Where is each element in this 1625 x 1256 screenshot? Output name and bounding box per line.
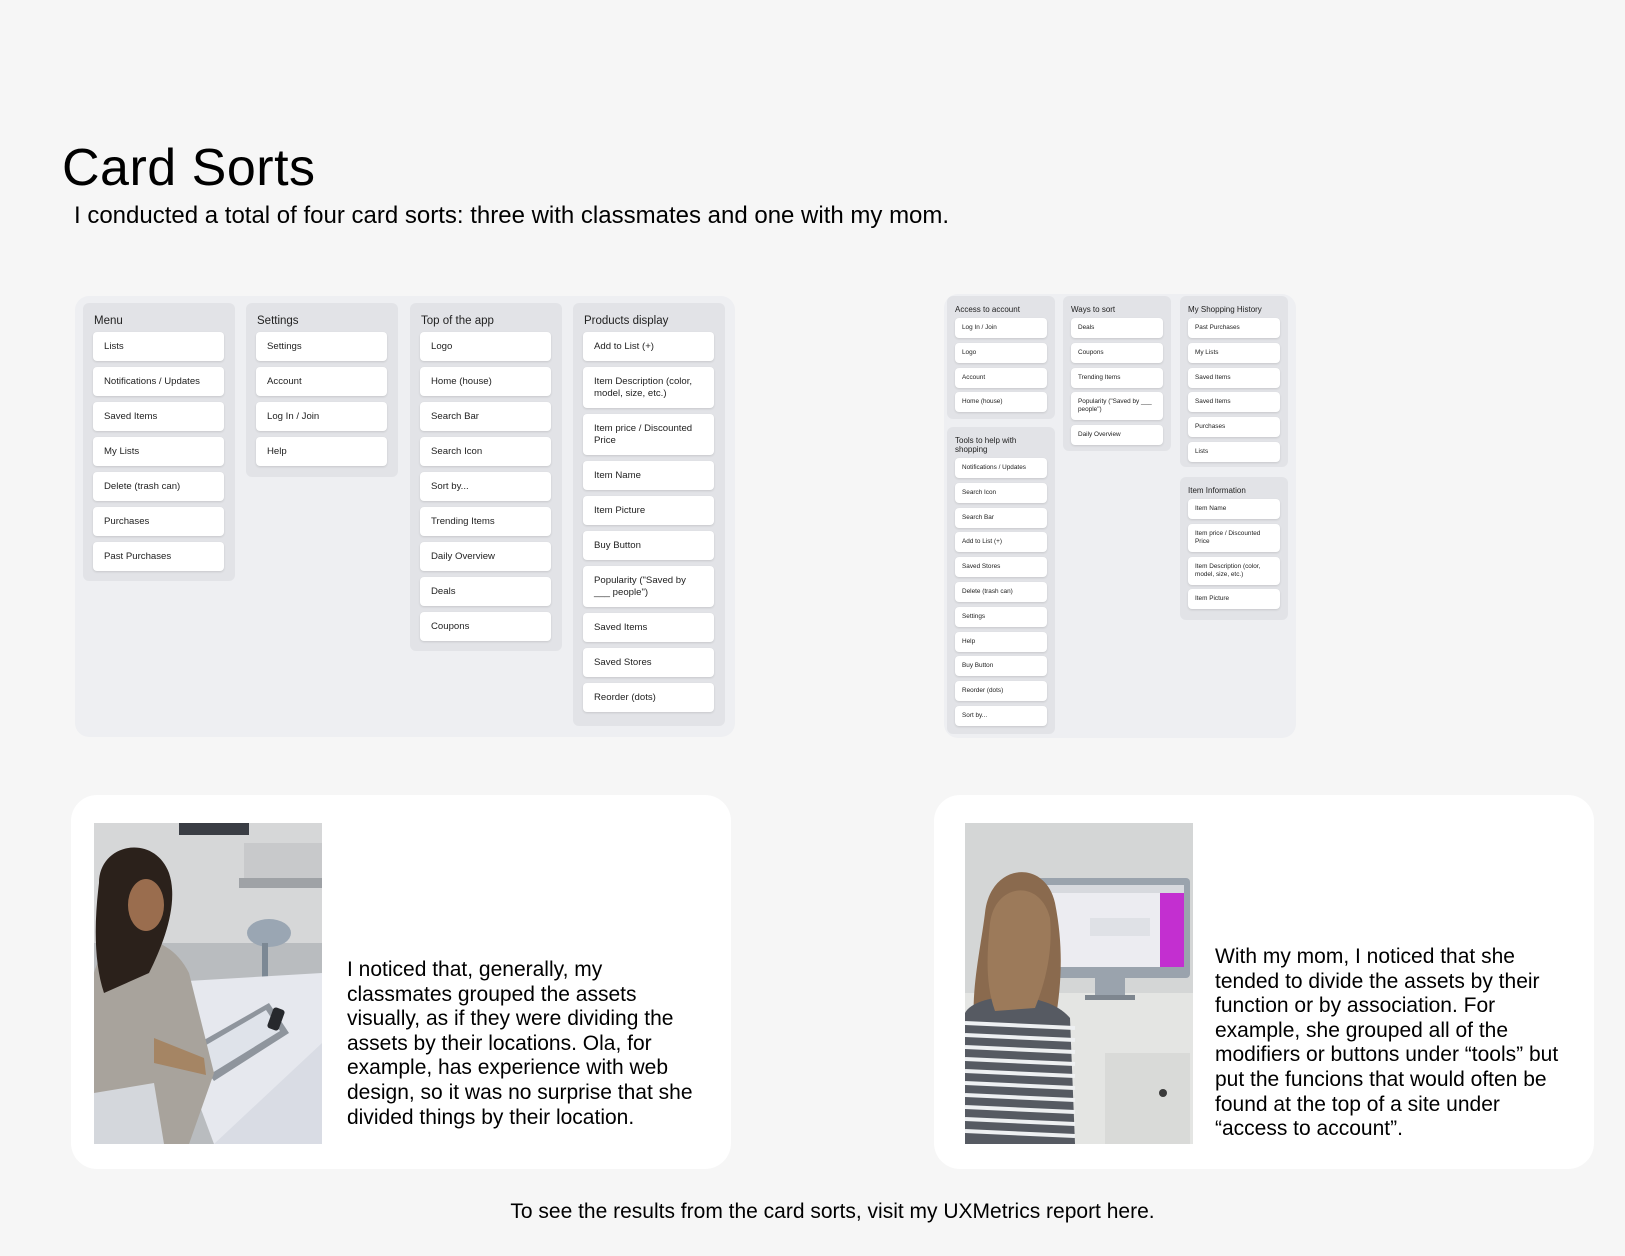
mom-observation: With my mom, I noticed that she tended to divide the assets by their function or by association. For example, she grouped all of the modifiers or buttons under “tools” but put the funcions that would often be found at the top of a site under “access to account”. [1215,945,1559,1141]
classmates-panel [71,795,731,1169]
column-header: My Shopping History [1188,305,1262,314]
sort-card: Notifications / Updates [955,458,1047,478]
sort-card: Sort by... [420,472,551,501]
sort-card: Saved Stores [583,648,714,677]
mom-photo [965,823,1193,1144]
page-title: Card Sorts [62,139,316,197]
sort-card: Logo [955,343,1047,363]
sort-card: Search Icon [955,483,1047,503]
sort-card: Popularity ("Saved by ___ people") [583,566,714,607]
sort-card: Buy Button [583,531,714,560]
classmate-photo-illustration [94,823,322,1144]
column-header: Ways to sort [1071,305,1116,314]
sort-card: Log In / Join [256,402,387,431]
sort-card: Settings [955,607,1047,627]
sort-card: Item price / Discounted Price [583,414,714,455]
sort-column-access-to-account [947,296,1055,419]
column-header: Top of the app [421,315,494,327]
sort-card: Deals [420,577,551,606]
sort-card: Daily Overview [1071,425,1163,445]
sort-card: Saved Items [583,613,714,642]
sort-column-tools [947,427,1055,734]
sort-card: Item Picture [1188,589,1280,609]
sort-card: Saved Items [1188,392,1280,412]
sort-column-menu [83,303,235,581]
sort-column-products-display [573,303,725,726]
sort-card: Buy Button [955,656,1047,676]
sort-card: Saved Items [93,402,224,431]
sort-card: Lists [1188,442,1280,462]
report-link-text[interactable]: To see the results from the card sorts, visit my UXMetrics report here. [510,1200,1155,1223]
sort-card: Purchases [1188,417,1280,437]
sort-card: Add to List (+) [583,332,714,361]
sort-card: Add to List (+) [955,532,1047,552]
sort-card: Item Name [583,461,714,490]
sort-card: Reorder (dots) [583,683,714,712]
sort-card: My Lists [1188,343,1280,363]
sort-card: Help [955,632,1047,652]
sort-card: Coupons [1071,343,1163,363]
sort-card: Delete (trash can) [955,582,1047,602]
sort-card: Home (house) [955,392,1047,412]
sort-card: Lists [93,332,224,361]
sort-card: Saved Stores [955,557,1047,577]
classmates-observation: I noticed that, generally, my classmates grouped the assets visually, as if they were dividing the assets by their locations. Ola, for example, has experience with web design, so it was no surprise that she divided things by their location. [347,958,693,1129]
classmate-photo [94,823,322,1144]
sort-card: Search Icon [420,437,551,466]
mom-panel [934,795,1594,1169]
sort-card: Coupons [420,612,551,641]
sort-card: My Lists [93,437,224,466]
sort-column-shopping-history [1180,296,1288,467]
card-sort-board-mom [944,294,1296,738]
mom-photo-illustration [965,823,1193,1144]
sort-card: Item price / Discounted Price [1188,524,1280,552]
sort-card: Past Purchases [1188,318,1280,338]
column-header: Tools to help with shopping [955,436,1017,455]
sort-card: Delete (trash can) [93,472,224,501]
sort-card: Help [256,437,387,466]
column-header: Products display [584,315,669,327]
page-subtitle: I conducted a total of four card sorts: three with classmates and one with my mom. [74,202,950,229]
column-header: Item Information [1188,486,1246,495]
sort-column-settings [246,303,398,477]
sort-card: Saved Items [1188,368,1280,388]
sort-card: Account [256,367,387,396]
card-sort-board-classmates [75,296,735,737]
sort-column-top-of-app [410,303,562,651]
sort-card: Item Description (color, model, size, etc.) [583,367,714,408]
sort-card: Item Description (color, model, size, etc.) [1188,557,1280,585]
sort-card: Item Name [1188,499,1280,519]
sort-card: Daily Overview [420,542,551,571]
sort-card: Notifications / Updates [93,367,224,396]
sort-card: Sort by... [955,706,1047,726]
column-header: Access to account [955,305,1020,314]
sort-card: Past Purchases [93,542,224,571]
sort-card: Item Picture [583,496,714,525]
sort-card: Purchases [93,507,224,536]
column-header: Menu [94,315,123,327]
sort-card: Reorder (dots) [955,681,1047,701]
sort-card: Home (house) [420,367,551,396]
sort-card: Trending Items [420,507,551,536]
sort-column-item-information [1180,477,1288,620]
sort-card: Trending Items [1071,368,1163,388]
sort-card: Popularity ("Saved by ___ people") [1071,392,1163,420]
sort-card: Logo [420,332,551,361]
sort-card: Account [955,368,1047,388]
column-header: Settings [257,315,299,327]
sort-card: Search Bar [420,402,551,431]
sort-card: Settings [256,332,387,361]
sort-card: Log In / Join [955,318,1047,338]
sort-card: Deals [1071,318,1163,338]
sort-column-ways-to-sort [1063,296,1171,451]
sort-card: Search Bar [955,508,1047,528]
